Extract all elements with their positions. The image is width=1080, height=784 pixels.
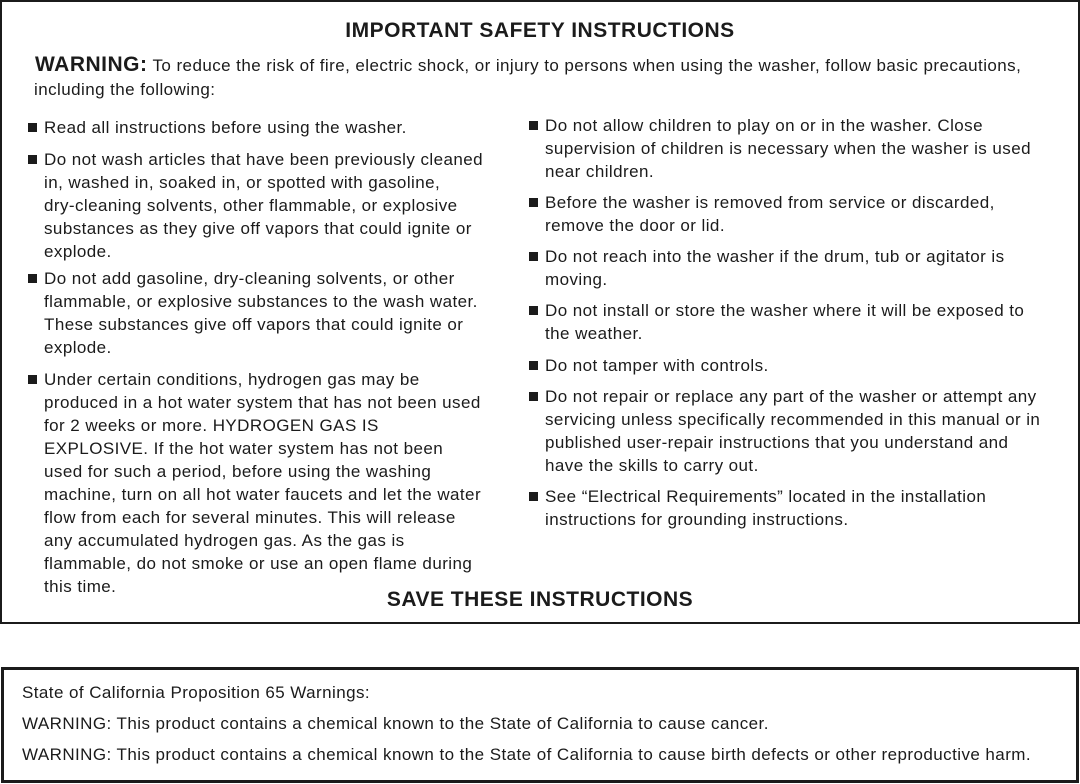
warning-text-line: including the following:: [34, 80, 216, 99]
save-instructions-heading: SAVE THESE INSTRUCTIONS: [386, 588, 694, 611]
item-text-line: explode.: [44, 338, 112, 357]
square-bullet-icon: [529, 392, 538, 401]
warning-text-line: To reduce the risk of fire, electric shock, or injury to persons when using the washer, follow basic precautions,: [152, 56, 1022, 75]
square-bullet-icon: [529, 121, 538, 130]
safety-item: [529, 485, 986, 531]
item-text-line: remove the door or lid.: [545, 216, 725, 235]
prop65-warning-birth-defects: WARNING: This product contains a chemical known to the State of California to cause birth defects or other reproductive harm.: [22, 745, 1032, 764]
item-text-line: machine, turn on all hot water faucets and let the water: [44, 485, 482, 504]
item-text-line: These substances give off vapors that could ignite or: [44, 315, 464, 334]
item-text-line: EXPLOSIVE. If the hot water system has not been: [44, 439, 444, 458]
safety-item: [529, 354, 769, 377]
safety-item: [28, 116, 407, 139]
prop65-warning-box: [1, 667, 1079, 783]
item-text-line: Before the washer is removed from service or discarded,: [545, 193, 995, 212]
item-text-line: flammable, do not smoke or use an open flame during: [44, 554, 473, 573]
item-text-line: moving.: [545, 270, 608, 289]
item-text-line: explode.: [44, 242, 112, 261]
item-text-line: dry-cleaning solvents, other flammable, or explosive: [44, 196, 458, 215]
item-text-line: near children.: [545, 162, 655, 181]
item-text-line: have the skills to carry out.: [545, 456, 759, 475]
safety-item: [529, 299, 1024, 345]
prop65-warning-cancer: WARNING: This product contains a chemical known to the State of California to cause cancer.: [22, 714, 769, 733]
item-text-line: Do not add gasoline, dry-cleaning solvents, or other: [44, 269, 455, 288]
item-text-line: Under certain conditions, hydrogen gas may be: [44, 370, 420, 389]
item-text-line: flammable, or explosive substances to the wash water.: [44, 292, 478, 311]
safety-item: [28, 267, 478, 359]
item-text-line: instructions for grounding instructions.: [545, 510, 849, 529]
item-text-line: Do not wash articles that have been previously cleaned: [44, 150, 484, 169]
item-text-line: Do not allow children to play on or in the washer. Close: [545, 116, 983, 135]
safety-item: [529, 114, 1031, 183]
item-text-line: servicing unless specifically recommended in this manual or in: [545, 410, 1041, 429]
page-title: IMPORTANT SAFETY INSTRUCTIONS: [345, 19, 735, 42]
square-bullet-icon: [28, 375, 37, 384]
square-bullet-icon: [529, 252, 538, 261]
item-text-line: any accumulated hydrogen gas. As the gas is: [44, 531, 405, 550]
square-bullet-icon: [28, 274, 37, 283]
safety-item: [529, 385, 1040, 477]
warning-label: WARNING:: [35, 53, 148, 76]
safety-item: [28, 368, 481, 598]
safety-item: [28, 148, 483, 263]
item-text-line: this time.: [44, 577, 117, 596]
safety-item: [529, 191, 995, 237]
square-bullet-icon: [28, 155, 37, 164]
warning-intro: [35, 52, 1021, 79]
square-bullet-icon: [529, 361, 538, 370]
item-text-line: the weather.: [545, 324, 643, 343]
safety-item: [529, 245, 1005, 291]
square-bullet-icon: [529, 306, 538, 315]
item-text-line: Do not install or store the washer where it will be exposed to: [545, 301, 1025, 320]
item-text-line: for 2 weeks or more. HYDROGEN GAS IS: [44, 416, 379, 435]
item-text-line: published user-repair instructions that you understand and: [545, 433, 1009, 452]
item-text-line: in, washed in, soaked in, or spotted with gasoline,: [44, 173, 441, 192]
item-text-line: used for such a period, before using the washing: [44, 462, 432, 481]
item-text-line: Do not tamper with controls.: [545, 356, 769, 375]
square-bullet-icon: [529, 198, 538, 207]
square-bullet-icon: [28, 123, 37, 132]
item-text-line: See “Electrical Requirements” located in the installation: [545, 487, 987, 506]
item-text-line: substances as they give off vapors that could ignite or: [44, 219, 472, 238]
item-text-line: Do not reach into the washer if the drum, tub or agitator is: [545, 247, 1005, 266]
item-text-line: Read all instructions before using the washer.: [44, 118, 407, 137]
item-text-line: supervision of children is necessary when the washer is used: [545, 139, 1031, 158]
prop65-heading: State of California Proposition 65 Warnings:: [22, 683, 371, 702]
item-text-line: produced in a hot water system that has not been used: [44, 393, 481, 412]
item-text-line: Do not repair or replace any part of the washer or attempt any: [545, 387, 1037, 406]
item-text-line: flow from each for several minutes. This will release: [44, 508, 456, 527]
square-bullet-icon: [529, 492, 538, 501]
